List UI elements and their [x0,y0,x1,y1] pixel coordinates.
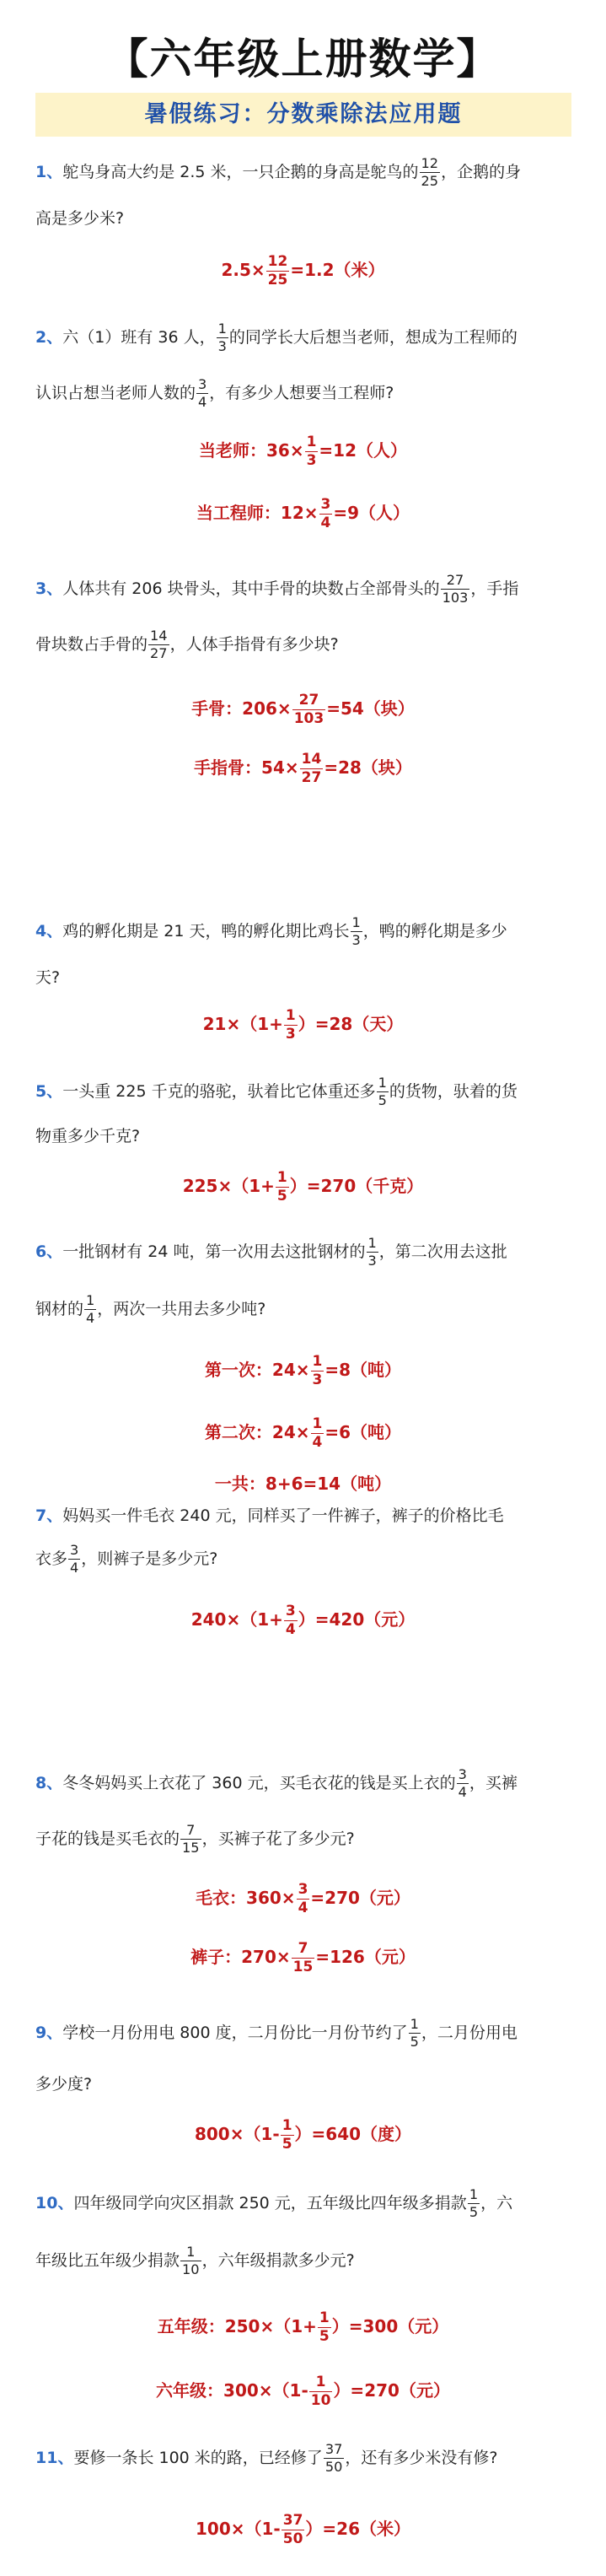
answer-8-sweater: 毛衣：360× $\frac{3}{4}$ =270（元） [196,1881,410,1916]
fraction: $\frac{27}{103}$ [293,692,324,727]
answer-3-hand: 手骨：206× $\frac{27}{103}$ =54（块） [191,692,415,727]
answer-5: 225×（1+ $\frac{1}{5}$ ）=270（千克） [182,1169,424,1204]
answer-6-total: 一共：8+6=14（吨） [214,1474,392,1494]
answer-4: 21×（1+ $\frac{1}{3}$ ）=28（天） [202,1007,404,1043]
fraction: $\frac{1}{3}$ [285,1007,296,1043]
question-11-line-1: 11、要修一条长 100 米的路，已经修了 $\frac{37}{50}$ ，还有多少米没有修? [35,2441,498,2476]
fraction: $\frac{37}{50}$ [324,2441,343,2476]
question-number: 9、 [35,2024,63,2043]
fraction: $\frac{37}{50}$ [282,2512,303,2547]
fraction: $\frac{7}{15}$ [292,1940,314,1975]
question-number: 3、 [35,579,63,599]
question-number: 4、 [35,922,63,941]
question-number: 5、 [35,1082,63,1102]
fraction: $\frac{1}{3}$ [367,1235,377,1269]
fraction: $\frac{1}{5}$ [319,2309,330,2345]
fraction: $\frac{1}{3}$ [312,1353,323,1388]
fraction: $\frac{3}{4}$ [70,1542,79,1576]
question-5-line-1: 5、一头重 225 千克的骆驼，驮着比它体重还多 $\frac{1}{5}$ 的货物，驮着的货 [35,1075,518,1109]
fraction: $\frac{1}{4}$ [86,1292,95,1327]
fraction: $\frac{1}{5}$ [282,2117,292,2153]
question-4-line-1: 4、鸡的孵化期是 21 天，鸭的孵化期比鸡长 $\frac{1}{3}$ ，鸭的孵化期是多少 [35,914,507,949]
fraction: $\frac{1}{3}$ [217,321,227,355]
fraction: $\frac{1}{10}$ [182,2244,200,2278]
question-2-line-2: 认识占想当老师人数的 $\frac{3}{4}$ ，有多少人想要当工程师? [35,376,394,411]
question-3-line-1: 3、人体共有 206 块骨头，其中手骨的块数占全部骨头的 $\frac{27}{103}$ ，手指 [35,572,519,606]
question-1-line-1: 1、鸵鸟身高大约是 2.5 米，一只企鹅的身高是鸵鸟的 $\frac{12}{25}$ ，企鹅的身 [35,155,522,190]
fraction: $\frac{3}{4}$ [458,1766,467,1801]
answer-8-pants: 裤子：270× $\frac{7}{15}$ =126（元） [190,1940,416,1975]
fraction: $\frac{14}{27}$ [150,628,168,662]
fraction: $\frac{1}{3}$ [306,434,317,469]
answer-2-engineer: 当工程师：12× $\frac{3}{4}$ =9（人） [196,496,410,531]
fraction: $\frac{1}{10}$ [310,2374,331,2409]
fraction: $\frac{12}{25}$ [267,253,288,288]
question-number: 2、 [35,328,63,348]
fraction: $\frac{1}{5}$ [378,1075,387,1109]
question-3-line-2: 骨块数占手骨的 $\frac{14}{27}$ ，人体手指骨有多少块? [35,628,339,662]
answer-6-first: 第一次：24× $\frac{1}{3}$ =8（吨） [204,1353,402,1388]
question-8-line-1: 8、冬冬妈妈买上衣花了 360 元，买毛衣花的钱是买上衣的 $\frac{3}{4}$ ，买裤 [35,1766,518,1801]
fraction: $\frac{3}{4}$ [320,496,331,531]
answer-9: 800×（1- $\frac{1}{5}$ ）=640（度） [194,2117,412,2153]
fraction: $\frac{1}{3}$ [351,914,361,949]
question-5-line-2: 物重多少千克? [35,1127,141,1145]
question-9-line-1: 9、学校一月份用电 800 度，二月份比一月份节约了 $\frac{1}{5}$ ，二月份用电 [35,2016,518,2051]
question-number: 11、 [35,2449,74,2468]
question-9-line-2: 多少度? [35,2075,93,2094]
question-10-line-1: 10、四年级同学向灾区捐款 250 元，五年级比四年级多捐款 $\frac{1}{5}$ ，六 [35,2186,513,2221]
question-1-line-2: 高是多少米? [35,209,125,228]
question-8-line-2: 子花的钱是买毛衣的 $\frac{7}{15}$ ，买裤子花了多少元? [35,1822,355,1857]
answer-10-grade6: 六年级：300×（1- $\frac{1}{10}$ ）=270（元） [156,2374,450,2409]
fraction: $\frac{14}{27}$ [301,751,322,786]
question-number: 10、 [35,2194,74,2213]
question-number: 6、 [35,1242,63,1262]
question-4-line-2: 天? [35,968,61,987]
fraction: $\frac{1}{5}$ [276,1169,287,1204]
question-2-line-1: 2、六（1）班有 36 人， $\frac{1}{3}$ 的同学长大后想当老师，想成为工程师的 [35,321,518,355]
fraction: $\frac{3}{4}$ [198,376,207,411]
question-number: 1、 [35,163,63,182]
question-6-line-2: 钢材的 $\frac{1}{4}$ ，两次一共用去多少吨? [35,1292,266,1327]
fraction: $\frac{1}{4}$ [312,1415,323,1451]
question-7-line-1: 7、妈妈买一件毛衣 240 元，同样买了一件裤子，裤子的价格比毛 [35,1506,504,1525]
fraction: $\frac{12}{25}$ [421,155,439,190]
fraction: $\frac{27}{103}$ [442,572,469,606]
answer-10-grade5: 五年级：250×（1+ $\frac{1}{5}$ ）=300（元） [157,2309,449,2345]
answer-2-teacher: 当老师：36× $\frac{1}{3}$ =12（人） [198,434,408,469]
answer-11: 100×（1- $\frac{37}{50}$ ）=26（米） [196,2512,410,2547]
fraction: $\frac{3}{4}$ [298,1881,308,1916]
subtitle: 暑假练习：分数乘除法应用题 [144,101,463,127]
subtitle-banner [35,93,571,137]
fraction: $\frac{7}{15}$ [182,1822,200,1857]
question-10-line-2: 年级比五年级少捐款 $\frac{1}{10}$ ，六年级捐款多少元? [35,2244,355,2278]
answer-1: 2.5× $\frac{12}{25}$ =1.2（米） [221,253,385,288]
fraction: $\frac{1}{5}$ [410,2016,419,2051]
answer-6-second: 第二次：24× $\frac{1}{4}$ =6（吨） [204,1415,402,1451]
fraction: $\frac{1}{5}$ [469,2186,479,2221]
answer-7: 240×（1+ $\frac{3}{4}$ ）=420（元） [190,1603,416,1638]
answer-3-finger: 手指骨：54× $\frac{14}{27}$ =28（块） [194,751,412,786]
question-7-line-2: 衣多 $\frac{3}{4}$ ，则裤子是多少元? [35,1542,218,1576]
fraction: $\frac{3}{4}$ [285,1603,296,1638]
page-title: 【六年级上册数学】 [105,34,501,84]
question-number: 8、 [35,1774,63,1793]
question-6-line-1: 6、一批钢材有 24 吨，第一次用去这批钢材的 $\frac{1}{3}$ ，第二次用去这批 [35,1235,507,1269]
question-number: 7、 [35,1506,63,1525]
